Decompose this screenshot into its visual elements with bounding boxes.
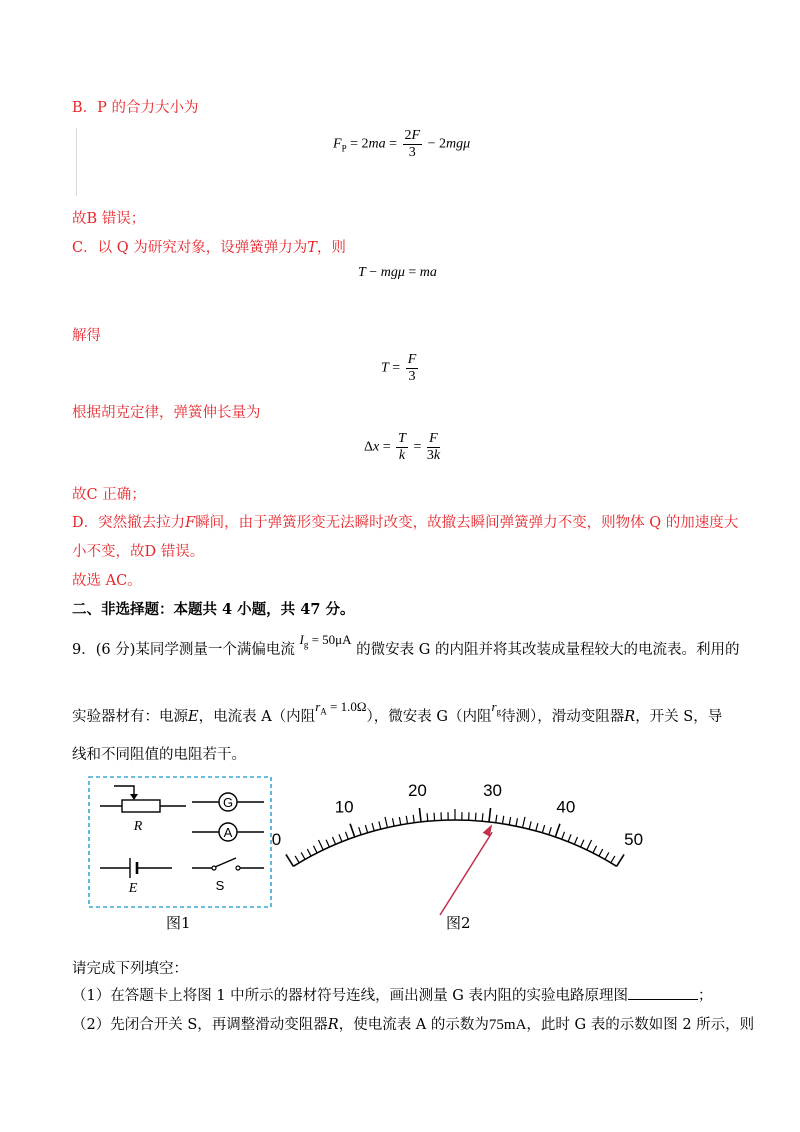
dial-tick <box>605 852 609 859</box>
eq-fp: $F_P = 2ma$ = $\frac{2F}{3}$ − 2mgμ <box>333 128 471 160</box>
dial-tick <box>509 817 510 825</box>
dial-tick <box>611 856 615 863</box>
dial-tick <box>392 818 394 826</box>
sol-d-line1 <box>72 512 738 534</box>
q9-line1-pre: 9．(6 分)某同学测量一个满偏电流 <box>72 642 295 658</box>
dial-label: 50 <box>624 830 644 850</box>
dial-tick <box>385 817 387 828</box>
dial-tick <box>503 816 504 824</box>
part2-b: ，使电流表 A 的示数为 <box>338 1017 489 1033</box>
dial-tick <box>496 815 497 823</box>
d-var: F <box>185 515 196 531</box>
dial-tick <box>489 808 491 822</box>
q9-line2-r-var: R <box>624 709 636 725</box>
dial-label: 10 <box>334 797 354 817</box>
q9-line1 <box>72 632 740 666</box>
d-line1-rest: 瞬间，由于弹簧形变无法瞬时改变，故撤去瞬间弹簧弹力不变，则物体 Q 的加速度大 <box>195 515 739 531</box>
dial-label: 40 <box>556 797 576 817</box>
dial-label: 0 <box>271 830 282 850</box>
ra-formula: $r_A = 1.0\Omega$ <box>315 699 367 717</box>
d-line1-text: D．突然撤去拉力 <box>72 515 186 531</box>
dial-tick <box>326 840 329 847</box>
c-intro-text: C．以 Q 为研究对象，设弹簧弹力为 <box>72 240 308 256</box>
part2-value: 75mA <box>488 1017 527 1033</box>
dial-tick <box>413 815 414 823</box>
sol-c-conclusion: 故C 正确； <box>72 487 146 503</box>
dial-tick <box>406 816 407 824</box>
dial-label: 30 <box>483 781 503 801</box>
ig-value: = 50μA <box>311 632 352 647</box>
switch-symbol <box>192 858 264 893</box>
q9-line2-c: ），微安表 G（内阻 <box>366 709 492 725</box>
section-title: 二、非选择题：本题共 4 小题，共 47 分。 <box>72 601 355 618</box>
dial-tick <box>313 846 317 853</box>
q9-line2-d: 待测），滑动变阻器 <box>501 709 625 725</box>
label-g: G <box>222 795 234 810</box>
dial-tick <box>593 846 597 853</box>
sol-b-conclusion: 故B 错误； <box>72 211 146 227</box>
dial-tick <box>562 832 565 839</box>
dial-tick <box>542 825 544 833</box>
dial-tick <box>568 834 571 841</box>
dial-tick <box>529 821 531 829</box>
ammeter-symbol <box>192 823 264 841</box>
c-intro-end: ，则 <box>316 240 346 256</box>
dial-tick <box>301 852 305 859</box>
dial-tick <box>399 817 400 825</box>
q9-line2-b: ，电流表 A（内阻 <box>198 709 316 725</box>
dial-tick <box>345 832 348 839</box>
dial-tick <box>333 837 336 844</box>
dial-tick <box>379 821 381 829</box>
sol-answer: 故选 AC。 <box>72 573 142 589</box>
part2-r-var: R <box>327 1017 339 1033</box>
battery-symbol <box>100 858 172 896</box>
dial-tick <box>599 849 603 856</box>
label-a: A <box>223 825 233 840</box>
part2-c: ，此时 G 表的示数如图 2 所示，则 <box>526 1017 755 1033</box>
dial-tick <box>523 817 525 828</box>
dial-label: 20 <box>407 781 427 801</box>
dial-tick <box>295 856 299 863</box>
dial-tick <box>419 808 421 822</box>
ra-value: = 1.0Ω <box>330 699 367 714</box>
eq-t-balance: T − mgμ = ma <box>358 265 437 280</box>
dial-tick <box>372 823 374 831</box>
dial-tick <box>555 824 560 837</box>
sol-b-intro: B．P 的合力大小为 <box>72 100 199 116</box>
sol-hooke: 根据胡克定律，弹簧伸长量为 <box>72 405 261 421</box>
rg-symbol: $r_g$ <box>491 699 502 717</box>
dial-tick <box>587 840 592 850</box>
dial-tick <box>286 854 293 866</box>
dial-tick <box>475 813 476 821</box>
rheostat-symbol <box>100 786 186 834</box>
answer-blank[interactable] <box>628 985 698 1000</box>
q9-line2-e: ，开关 S，导 <box>635 709 723 725</box>
c-intro-var: T <box>307 240 317 256</box>
label-e: E <box>128 881 138 896</box>
dial-tick <box>617 854 624 866</box>
q9-line3: 线和不同阻值的电阻若干。 <box>72 747 246 763</box>
figure1-dashed-box <box>89 777 271 907</box>
dial-tick <box>434 813 435 821</box>
label-s: S <box>215 878 225 893</box>
q9-line2-a: 实验器材有：电源 <box>72 709 188 725</box>
dial-tick <box>359 827 361 835</box>
part1-text: （1）在答题卡上将图 1 中所示的器材符号连线，画出测量 G 表内阻的实验电路原理图 <box>72 988 628 1004</box>
q9-line2-e-var: E <box>188 709 199 725</box>
dial-arc <box>293 820 616 866</box>
eq-delta-x: Δx = $\frac{T}{k}$ = $\frac{F}{3k}$ <box>364 431 441 463</box>
figure2-dial <box>271 780 644 920</box>
dial-tick <box>318 840 323 850</box>
dial-pointer <box>440 832 492 915</box>
dial-tick <box>482 813 483 821</box>
sol-solve-label: 解得 <box>72 328 101 344</box>
galvanometer-symbol <box>192 793 264 811</box>
margin-bar <box>76 128 77 196</box>
dial-tick <box>549 827 551 835</box>
dial-tick <box>536 823 538 831</box>
dial-tick <box>339 834 342 841</box>
dial-tick <box>581 840 584 847</box>
ig-formula: $I_g = 50\mu A$ <box>299 632 352 650</box>
part1 <box>72 985 712 1007</box>
dial-tick <box>574 837 577 844</box>
dial-tick <box>350 824 355 837</box>
q9-line2 <box>72 699 723 733</box>
figure2-caption: 图2 <box>446 914 471 932</box>
part2 <box>72 1014 754 1036</box>
dial-tick <box>307 849 311 856</box>
q9-line1-post: 的微安表 G 的内阻并将其改装成量程较大的电流表。利用的 <box>356 642 740 658</box>
sol-d-line2: 小不变，故D 错误。 <box>72 544 205 560</box>
sol-c-intro <box>72 237 346 259</box>
dial-tick <box>516 818 518 826</box>
dial-tick <box>427 813 428 821</box>
figure1-components <box>88 776 272 908</box>
part2-a: （2）先闭合开关 S，再调整滑动变阻器 <box>72 1017 328 1033</box>
eq-t-result: T = $\frac{F}{3}$ <box>381 352 417 384</box>
dial-tick <box>365 825 367 833</box>
part1-end: ； <box>697 988 713 1004</box>
label-r: R <box>133 819 143 834</box>
figure1-caption: 图1 <box>166 914 191 932</box>
fill-prompt: 请完成下列填空： <box>72 961 188 977</box>
